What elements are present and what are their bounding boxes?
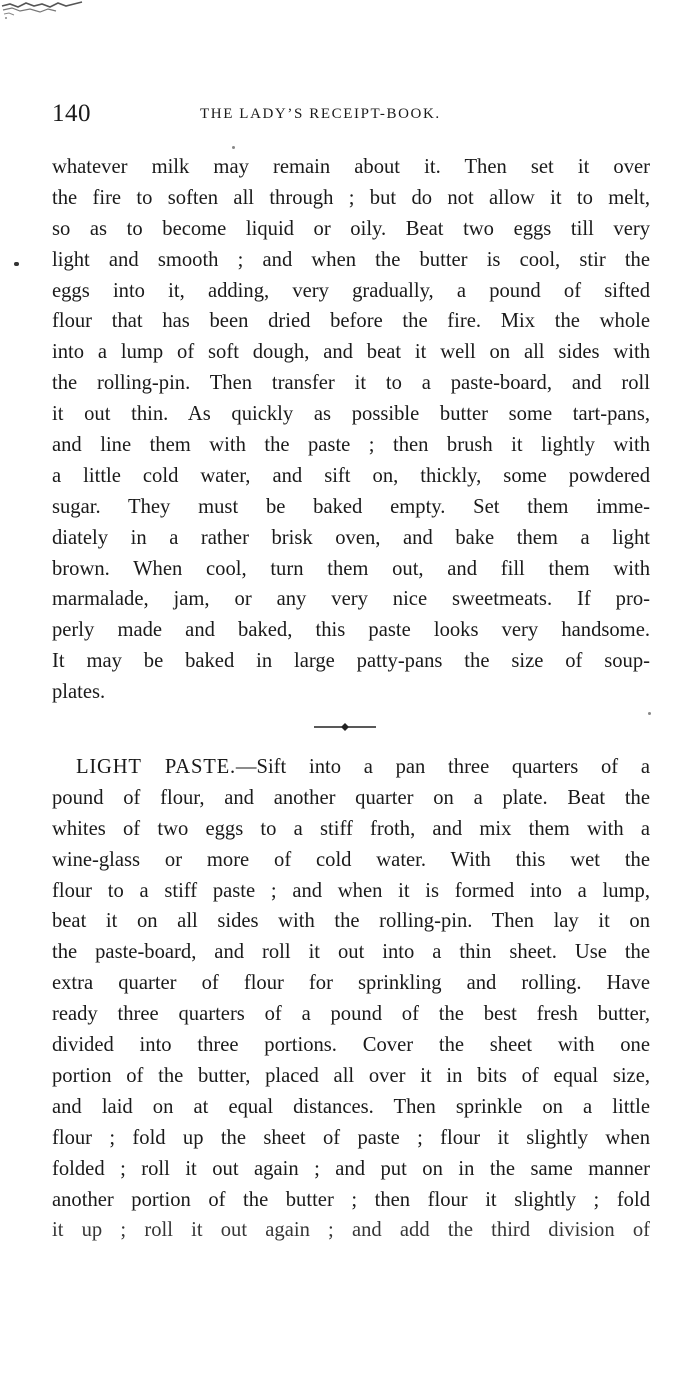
running-title: THE LADY’S RECEIPT-BOOK. xyxy=(200,106,441,122)
text-line: flour to a stiff paste ; and when it is formed into a lump, xyxy=(52,879,650,902)
text-line: the paste-board, and roll it out into a thin sheet. Use the xyxy=(52,941,650,964)
text-line: pound of flour, and another quarter on a plate. Beat the xyxy=(52,786,650,809)
text-line: flour that has been dried before the fire. Mix the whole xyxy=(52,310,650,333)
text-line: whatever milk may remain about it. Then set it over xyxy=(52,156,650,178)
text-line: the fire to soften all through ; but do not allow it to melt, xyxy=(52,186,650,209)
text-line: so as to become liquid or oily. Beat two eggs till very xyxy=(52,217,650,240)
text-line: it up ; roll it out again ; and add the third division of xyxy=(52,1219,650,1242)
divider-ornament-icon xyxy=(314,722,376,732)
text-line: It may be baked in large patty-pans the size of soup- xyxy=(52,650,650,673)
text-line: divided into three portions. Cover the sheet with one xyxy=(52,1034,650,1057)
text-line: ready three quarters of a pound of the best fresh butter, xyxy=(52,1003,650,1026)
text-line: sugar. They must be baked empty. Set them imme- xyxy=(52,495,650,518)
text-line: folded ; roll it out again ; and put on in the same manner xyxy=(52,1157,650,1180)
text-line: perly made and baked, this paste looks very handsome. xyxy=(52,619,650,642)
stray-mark xyxy=(232,146,235,149)
text-line: a little cold water, and sift on, thickly, some powdered xyxy=(52,464,650,487)
text-line: the rolling-pin. Then transfer it to a paste-board, and roll xyxy=(52,372,650,395)
text-line: and laid on at equal distances. Then sprinkle on a little xyxy=(52,1095,650,1118)
text-line: diately in a rather brisk oven, and bake them a light xyxy=(52,526,650,549)
text-line xyxy=(52,752,650,783)
recipe-title: LIGHT PASTE. xyxy=(76,756,236,779)
text-line: beat it on all sides with the rolling-pin. Then lay it on xyxy=(52,910,650,933)
text-line: brown. When cool, turn them out, and fill them with xyxy=(52,557,650,580)
text-line: and line them with the paste ; then brush it lightly with xyxy=(52,434,650,457)
text-line: eggs into it, adding, very gradually, a pound of sifted xyxy=(52,279,650,302)
text-line: marmalade, jam, or any very nice sweetmeats. If pro- xyxy=(52,588,650,611)
ink-smudge xyxy=(0,0,86,22)
text-line: wine-glass or more of cold water. With this wet the xyxy=(52,848,650,871)
text-line: into a lump of soft dough, and beat it well on all sides with xyxy=(52,341,650,364)
text-line: portion of the butter, placed all over it in bits of equal size, xyxy=(52,1064,650,1087)
text-line-rest: —Sift into a pan three quarters of a xyxy=(235,756,650,779)
text-line: another portion of the butter ; then flour it slightly ; fold xyxy=(52,1188,650,1211)
page-body xyxy=(52,152,650,1246)
text-line: whites of two eggs to a stiff froth, and mix them with a xyxy=(52,817,650,840)
text-line: light and smooth ; and when the butter is cool, stir the xyxy=(52,248,650,271)
text-line: plates. xyxy=(52,681,106,704)
text-line: extra quarter of flour for sprinkling and rolling. Have xyxy=(52,972,650,995)
recipe-light-paste xyxy=(52,752,650,1246)
text-line: flour ; fold up the sheet of paste ; flour it slightly when xyxy=(52,1126,650,1149)
page-number: 140 xyxy=(52,100,91,127)
section-divider xyxy=(52,708,650,752)
text-line: it out thin. As quickly as possible butter some tart-pans, xyxy=(52,403,650,426)
page-header xyxy=(52,100,650,136)
margin-mark xyxy=(14,262,19,266)
continued-recipe xyxy=(52,152,650,708)
